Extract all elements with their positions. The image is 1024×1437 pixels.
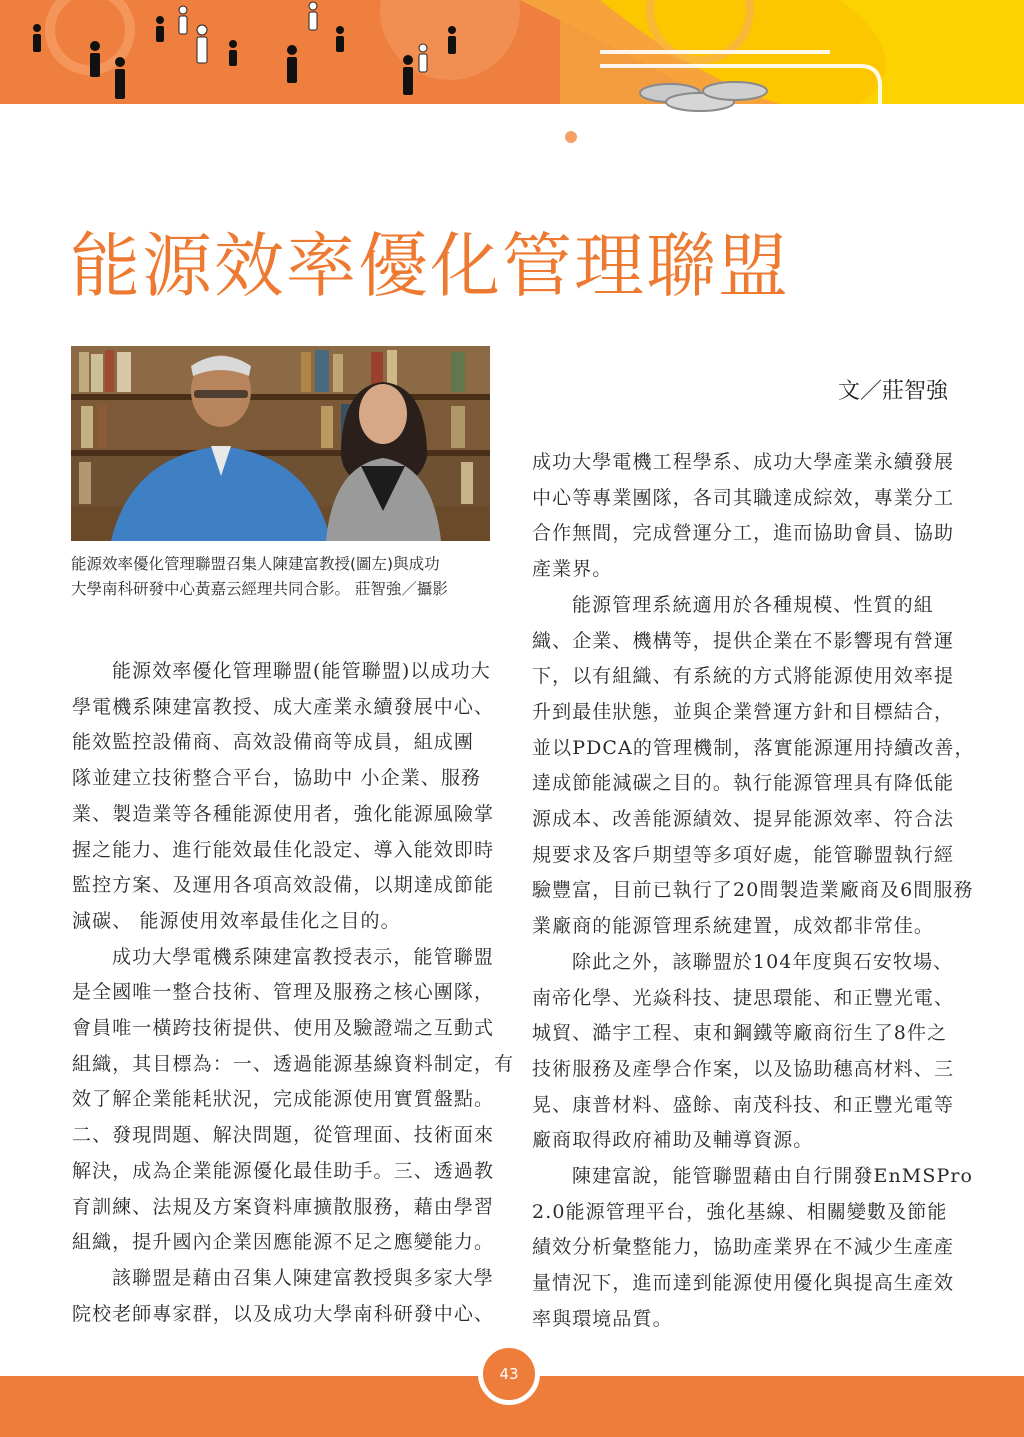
body-text-line: 率與環境品質。 <box>532 1307 673 1330</box>
body-text-line: 產業界。 <box>532 558 613 581</box>
body-text-line: 2.0能源管理平台，強化基線、相關變數及節能 <box>532 1200 948 1223</box>
photo-caption <box>71 552 501 602</box>
body-text-line: 握之能力、進行能效最佳化設定、導入能效即時 <box>72 838 495 861</box>
body-text-line: 減碳、 能源使用效率最佳化之目的。 <box>72 909 401 932</box>
body-text-line: 陳建富說，能管聯盟藉由自行開發EnMSPro <box>572 1165 974 1187</box>
body-text-line: 隊並建立技術整合平台，協助中 小企業、服務 <box>72 767 482 790</box>
body-text-line: 監控方案、及運用各項高效設備，以期達成節能 <box>72 874 495 897</box>
article-title: 能源效率優化管理聯盟 <box>70 225 790 307</box>
body-text-line: 織、企業、機構等，提供企業在不影響現有營運 <box>532 629 955 652</box>
header-banner <box>0 0 1024 160</box>
body-text-line: 解決，成為企業能源優化最佳助手。三、透過教 <box>72 1159 495 1182</box>
body-text-line: 下，以有組織、有系統的方式將能源使用效率提 <box>532 665 955 688</box>
body-text-line: 組織，提升國內企業因應能源不足之應變能力。 <box>72 1231 495 1254</box>
body-text-line: 升到最佳狀態，並與企業營運方針和目標結合， <box>532 700 955 723</box>
body-text-line: 會員唯一橫跨技術提供、使用及驗證端之互動式 <box>72 1017 495 1039</box>
body-text-line: 量情況下，進而達到能源使用優化與提高生產效 <box>532 1272 955 1295</box>
body-text-line: 學電機系陳建富教授、成大產業永續發展中心、 <box>72 695 495 718</box>
body-text-line: 效了解企業能耗狀況，完成能源使用實質盤點。 <box>72 1088 495 1111</box>
body-text-line: 組織，其目標為：一、透過能源基線資料制定，有 <box>72 1052 515 1075</box>
body-text-line: 除此之外，該聯盟於104年度與石安牧場、 <box>572 950 954 973</box>
body-text-line: 成功大學電機工程學系、成功大學產業永續發展 <box>532 451 955 473</box>
body-text-line: 業、製造業等各種能源使用者，強化能源風險掌 <box>72 802 495 825</box>
caption-line: 能源效率優化管理聯盟召集人陳建富教授(圖左)與成功 <box>71 555 440 573</box>
page-number-badge <box>478 1343 540 1405</box>
body-text-line: 源成本、改善能源績效、提昇能源效率、符合法 <box>532 808 955 830</box>
body-text-line: 成功大學電機系陳建富教授表示，能管聯盟 <box>112 945 494 968</box>
body-text-line: 業廠商的能源管理系統建置，成效都非常佳。 <box>532 915 935 938</box>
body-text-line: 合作無間，完成營運分工，進而協助會員、協助 <box>532 522 955 545</box>
body-text-line: 南帝化學、光焱科技、捷思環能、和正豐光電、 <box>532 986 955 1009</box>
body-text-line: 晃、康普材料、盛餘、南茂科技、和正豐光電等 <box>532 1093 955 1116</box>
body-text-line: 中心等專業團隊，各司其職達成綜效，專業分工 <box>532 486 955 509</box>
caption-line: 大學南科研發中心黃嘉云經理共同合影。 莊智強／攝影 <box>71 580 448 598</box>
body-text-line: 達成節能減碳之目的。執行能源管理具有降低能 <box>532 772 955 795</box>
article-photo <box>71 346 490 541</box>
body-text-line: 規要求及客戶期望等多項好處，能管聯盟執行經 <box>532 843 955 866</box>
body-text-line: 能源效率優化管理聯盟(能管聯盟)以成功大 <box>112 660 491 682</box>
body-text-line: 績效分析彙整能力，協助產業界在不減少生產產 <box>532 1236 955 1259</box>
body-text-line: 二、發現問題、解決問題，從管理面、技術面來 <box>72 1124 495 1147</box>
body-text-line: 院校老師專家群，以及成功大學南科研發中心、 <box>72 1302 495 1325</box>
body-text-line: 是全國唯一整合技術、管理及服務之核心團隊， <box>72 981 495 1004</box>
body-text-line: 驗豐富，目前已執行了20間製造業廠商及6間服務 <box>532 879 974 902</box>
body-text-line: 育訓練、法規及方案資料庫擴散服務，藉由學習 <box>72 1195 495 1218</box>
body-text-line: 城貿、澔宇工程、東和鋼鐵等廠商衍生了8件之 <box>532 1022 948 1045</box>
body-text-line: 廠商取得政府補助及輔導資源。 <box>532 1129 814 1152</box>
body-text-line: 並以PDCA的管理機制，落實能源運用持續改善， <box>532 736 975 759</box>
body-text-line: 能源管理系統適用於各種規模、性質的組 <box>572 593 934 616</box>
body-text-line: 該聯盟是藉由召集人陳建富教授與多家大學 <box>112 1266 494 1289</box>
body-text-line: 技術服務及產學合作案，以及協助穗高材料、三 <box>532 1057 955 1080</box>
body-text-line: 能效監控設備商、高效設備商等成員，組成團 <box>72 731 475 754</box>
author-byline: 文／莊智強 <box>837 379 948 404</box>
page-number: 43 <box>499 1365 519 1383</box>
